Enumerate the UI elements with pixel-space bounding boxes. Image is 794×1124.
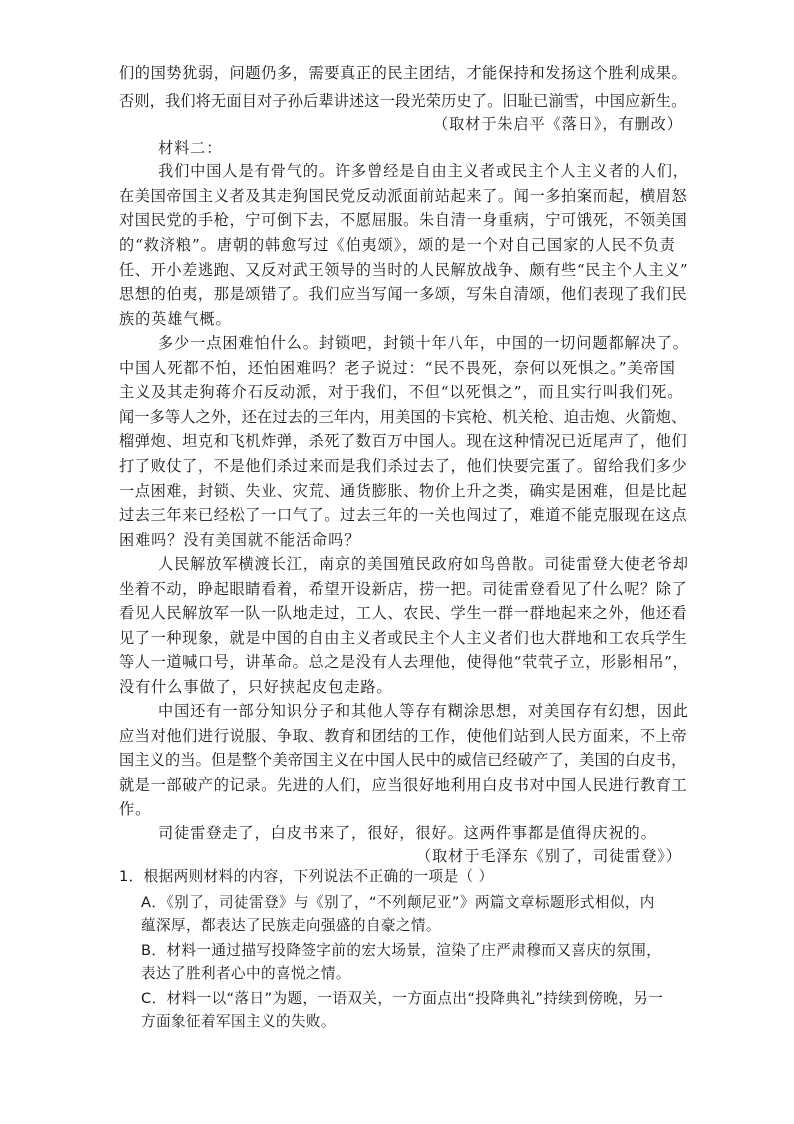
paragraph-line: 困难吗？没有美国就不能活命吗？	[119, 531, 361, 549]
paragraph-line: 中国人死都不怕，还怕困难吗？老子说过：“民不畏死，奈何以死惧之。”美帝国	[119, 359, 676, 377]
paragraph-line: 就是一部破产的记录。先进的人们，应当很好地利用白皮书对中国人民进行教育工	[119, 776, 688, 794]
paragraph-line: 看见人民解放军一队一队地走过，工人、农民、学生一群一群地起来之外，他还看	[119, 604, 688, 622]
paragraph-line: 过去三年来已经松了一口气了。过去三年的一关也闯过了，难道不能克服现在这点	[119, 506, 688, 524]
paragraph-line: 的“救济粮”。唐朝的韩愈写过《伯夷颂》，颂的是一个对自己国家的人民不负责	[119, 236, 676, 254]
paragraph-line: 多少一点困难怕什么。封锁吧，封锁十年八年，中国的一切问题都解决了。	[158, 334, 689, 352]
material1-line: 们的国势犹弱，问题仍多，需要真正的民主团结，才能保持和发扬这个胜利成果。	[119, 64, 688, 82]
paragraph-line: 应当对他们进行说服、争取、教育和团结的工作，使他们站到人民方面来，不上帝	[119, 727, 688, 745]
option-b-line: 表达了胜利者心中的喜悦之情。	[141, 965, 351, 982]
paragraph-line: 见了一种现象，就是中国的自由主义者或民主个人主义者们也大群地和工农兵学生	[119, 629, 688, 647]
option-a-line: 蕴深厚，都表达了民族走向强盛的自豪之情。	[141, 917, 441, 934]
option-a-line: A．《别了，司徒雷登》与《别了，“不列颠尼亚”》两篇文章标题形式相似，内	[141, 894, 655, 911]
paragraph-line: 人民解放军横渡长江，南京的美国殖民政府如鸟兽散。司徒雷登大使老爷却	[158, 555, 689, 573]
paragraph-line: 闻一多等人之外，还在过去的三年内，用美国的卡宾枪、机关枪、迫击炮、火箭炮、	[119, 408, 687, 426]
paragraph-line: 任、开小差逃跑、又反对武王领导的当时的人民解放战争、颇有些“民主个人主义”	[119, 261, 689, 279]
material2-source: （取材于毛泽东《别了，司徒雷登》）	[416, 847, 682, 865]
option-c-line: 方面象征着军国主义的失败。	[141, 1013, 336, 1030]
material1-source: （取材于朱启平《落日》，有删改）	[433, 115, 683, 133]
paragraph-line: 作。	[119, 800, 152, 818]
paragraph-line: 在美国帝国主义者及其走狗国民党反动派面前站起来了。闻一多拍案而起，横眉怒	[119, 187, 688, 205]
paragraph-line: 思想的伯夷，那是颂错了。我们应当写闻一多颂，写朱自清颂，他们表现了我们民	[119, 285, 688, 303]
option-c-line: C．材料一以“落日”为题，一语双关，一方面点出“投降典礼”持续到傍晚，另一	[141, 990, 664, 1007]
paragraph-line: 中国还有一部分知识分子和其他人等存有糊涂思想，对美国存有幻想，因此	[158, 702, 689, 720]
paragraph-line: 没有什么事做了，只好挟起皮包走路。	[119, 678, 393, 696]
material2-heading: 材料二：	[158, 139, 223, 157]
material1-line: 否则，我们将无面目对子孙后辈讲述这一段光荣历史了。旧耻已湔雪，中国应新生。	[119, 92, 687, 110]
paragraph-line: 主义及其走狗蒋介石反动派，对于我们，不但“以死惧之”，而且实行叫我们死。	[119, 383, 684, 401]
paragraph-line: 榴弹炮、坦克和飞机炸弹，杀死了数百万中国人。现在这种情况已近尾声了，他们	[119, 432, 688, 450]
paragraph-line: 打了败仗了，不是他们杀过来而是我们杀过去了，他们快要完蛋了。留给我们多少	[119, 457, 688, 475]
paragraph-line: 司徒雷登走了，白皮书来了，很好，很好。这两件事都是值得庆祝的。	[158, 824, 657, 842]
paragraph-line: 我们中国人是有骨气的。许多曾经是自由主义者或民主个人主义者的人们，	[158, 162, 689, 180]
question-stem: 1．根据两则材料的内容，下列说法不正确的一项是（ ）	[119, 868, 494, 885]
paragraph-line: 坐着不动，睁起眼睛看着，希望开设新店，捞一把。司徒雷登看见了什么呢？除了	[119, 580, 688, 598]
paragraph-line: 对国民党的手枪，宁可倒下去，不愿屈服。朱自清一身重病，宁可饿死，不领美国	[119, 211, 688, 229]
paragraph-line: 国主义的当。但是整个美帝国主义在中国人民中的威信已经破产了，美国的白皮书，	[119, 751, 687, 769]
paragraph-line: 等人一道喊口号，讲革命。总之是没有人去理他，使得他“茕茕孑立，形影相吊”，	[119, 653, 689, 671]
paragraph-line: 族的英雄气概。	[119, 310, 232, 328]
paragraph-line: 一点困难，封锁、失业、灾荒、通货膨胀、物价上升之类，确实是困难，但是比起	[119, 482, 688, 500]
option-b-line: B．材料一通过描写投降签字前的宏大场景，渲染了庄严肃穆而又喜庆的氛围，	[141, 942, 662, 959]
